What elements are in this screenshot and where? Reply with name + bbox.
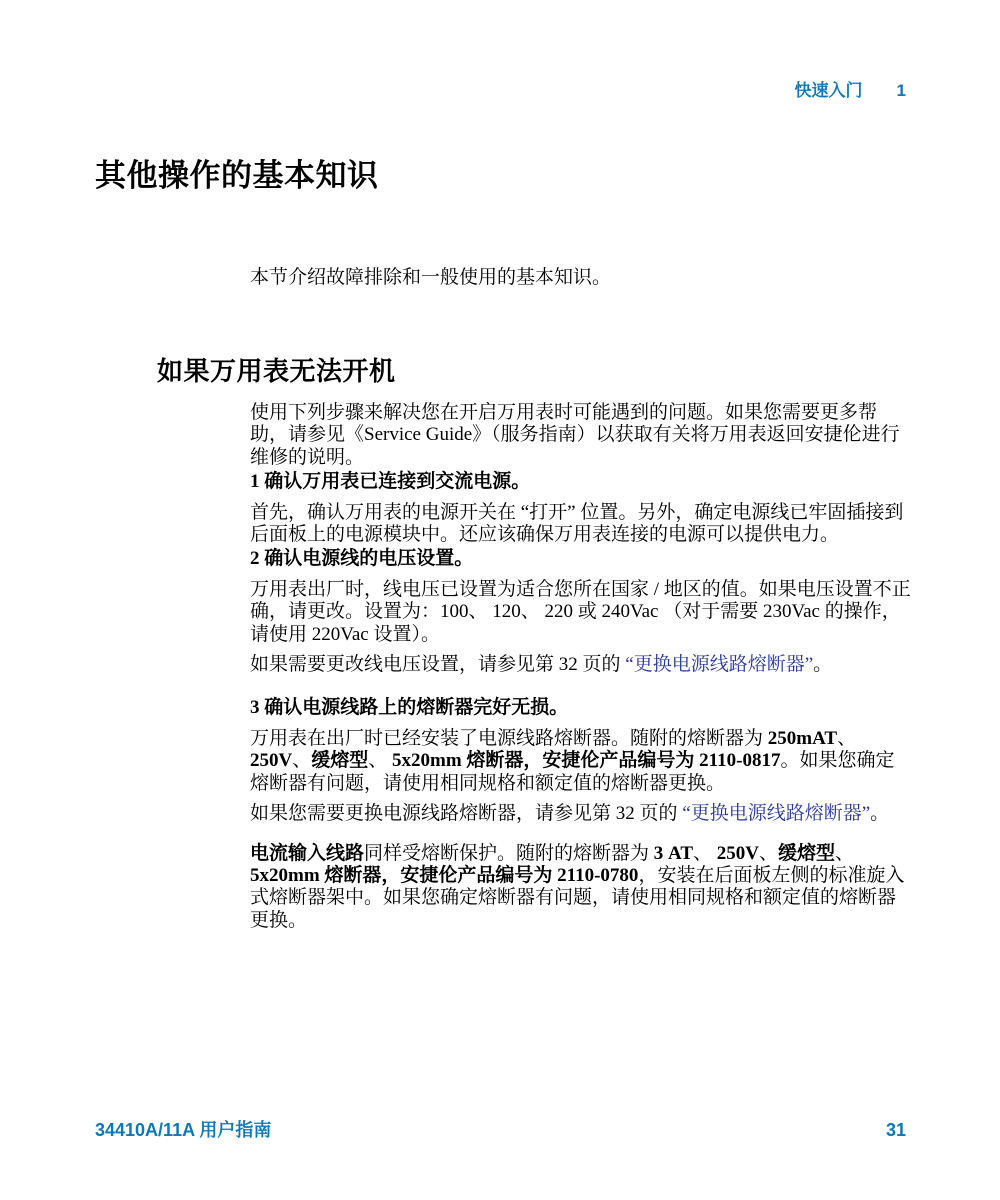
text-run: 、 [292, 750, 312, 772]
paragraph [250, 843, 912, 933]
step-heading [250, 471, 912, 493]
footer-doc-title: 34410A/11A 用户指南 [95, 1120, 272, 1140]
text-run: 5x20mm 熔断器，安捷伦产品编号为 2110-0817 [392, 750, 781, 772]
paragraph [250, 654, 912, 676]
intro-paragraph: 本节介绍故障排除和一般使用的基本知识。 [250, 267, 612, 288]
footer-page-number: 31 [885, 1120, 906, 1140]
text-run: 。 [813, 654, 833, 676]
text-run: 缓熔型 [311, 750, 369, 772]
page-title: 其他操作的基本知识 [95, 158, 379, 193]
text-run: 、 [759, 842, 779, 864]
text-run: ，安装在后面板左侧的标准旋入式熔断器架中。如果您确定熔断器有问题，请使用相同规格和额定值的熔断器更换。 [250, 864, 905, 931]
section-paragraphs [250, 402, 912, 932]
text-run: 250V [250, 750, 293, 772]
text-run: 如果需要更改线电压设置，请参见第 32 页的 [250, 654, 626, 676]
text-run: 、 [837, 727, 857, 749]
header-chapter-title: 快速入门 [794, 81, 863, 100]
text-run: 。 [870, 803, 890, 825]
text-run: 万用表出厂时，线电压已设置为适合您所在国家 / 地区的值。如果电压设置不正确，请更改。设置为：100、 120、 220 或 240Vac （对于需要 230Vac 的操作，请使用 220Vac 设置）。 [250, 578, 911, 645]
text-run: 万用表在出厂时已经安装了电源线路熔断器。随附的熔断器为 [250, 727, 768, 749]
text-run: 。如果您确定熔断器有问题，请使用相同规格和额定值的熔断器更换。 [250, 750, 895, 794]
text-run: 5x20mm 熔断器，安捷伦产品编号为 2110-0780 [250, 864, 639, 886]
step-heading [250, 548, 912, 570]
paragraph [250, 502, 912, 547]
text-run: 、 [693, 842, 717, 864]
section-title: 如果万用表无法开机 [157, 356, 396, 386]
page-header [795, 76, 906, 101]
page-footer [95, 1116, 906, 1142]
paragraph [250, 579, 912, 646]
text-run: 2 确认电源线的电压设置。 [250, 548, 474, 570]
step-heading [250, 697, 912, 719]
text-run: 250V [716, 842, 760, 864]
text-run: 、 [835, 842, 855, 864]
text-run: 使用下列步骤来解决您在开启万用表时可能遇到的问题。如果您需要更多帮助，请参见《Service Guide》（服务指南）以获取有关将万用表返回安捷伦进行维修的说明。 [250, 402, 900, 468]
header-chapter-number: 1 [896, 81, 906, 100]
text-run: 1 确认万用表已连接到交流电源。 [250, 471, 531, 493]
text-run: 如果您需要更换电源线路熔断器，请参见第 32 页的 [250, 803, 683, 825]
link-replace-power-line-fuse[interactable]: “更换电源线路熔断器” [625, 654, 814, 676]
text-run: 、 [368, 750, 393, 772]
paragraph [250, 402, 912, 469]
text-run: 250mAT [767, 727, 838, 749]
paragraph [250, 803, 912, 825]
link-replace-power-line-fuse[interactable]: “更换电源线路熔断器” [682, 803, 871, 825]
text-run: 3 确认电源线路上的熔断器完好无损。 [250, 697, 569, 719]
paragraph [250, 728, 912, 795]
text-run: 缓熔型 [778, 842, 836, 864]
text-run: 同样受熔断保护。随附的熔断器为 [364, 842, 654, 864]
text-run: 3 AT [653, 842, 694, 864]
text-run: 电流输入线路 [250, 842, 365, 864]
text-run: 首先，确认万用表的电源开关在 “打开” 位置。另外，确定电源线已牢固插接到后面板上的电源模块中。还应该确保万用表连接的电源可以提供电力。 [250, 501, 904, 546]
